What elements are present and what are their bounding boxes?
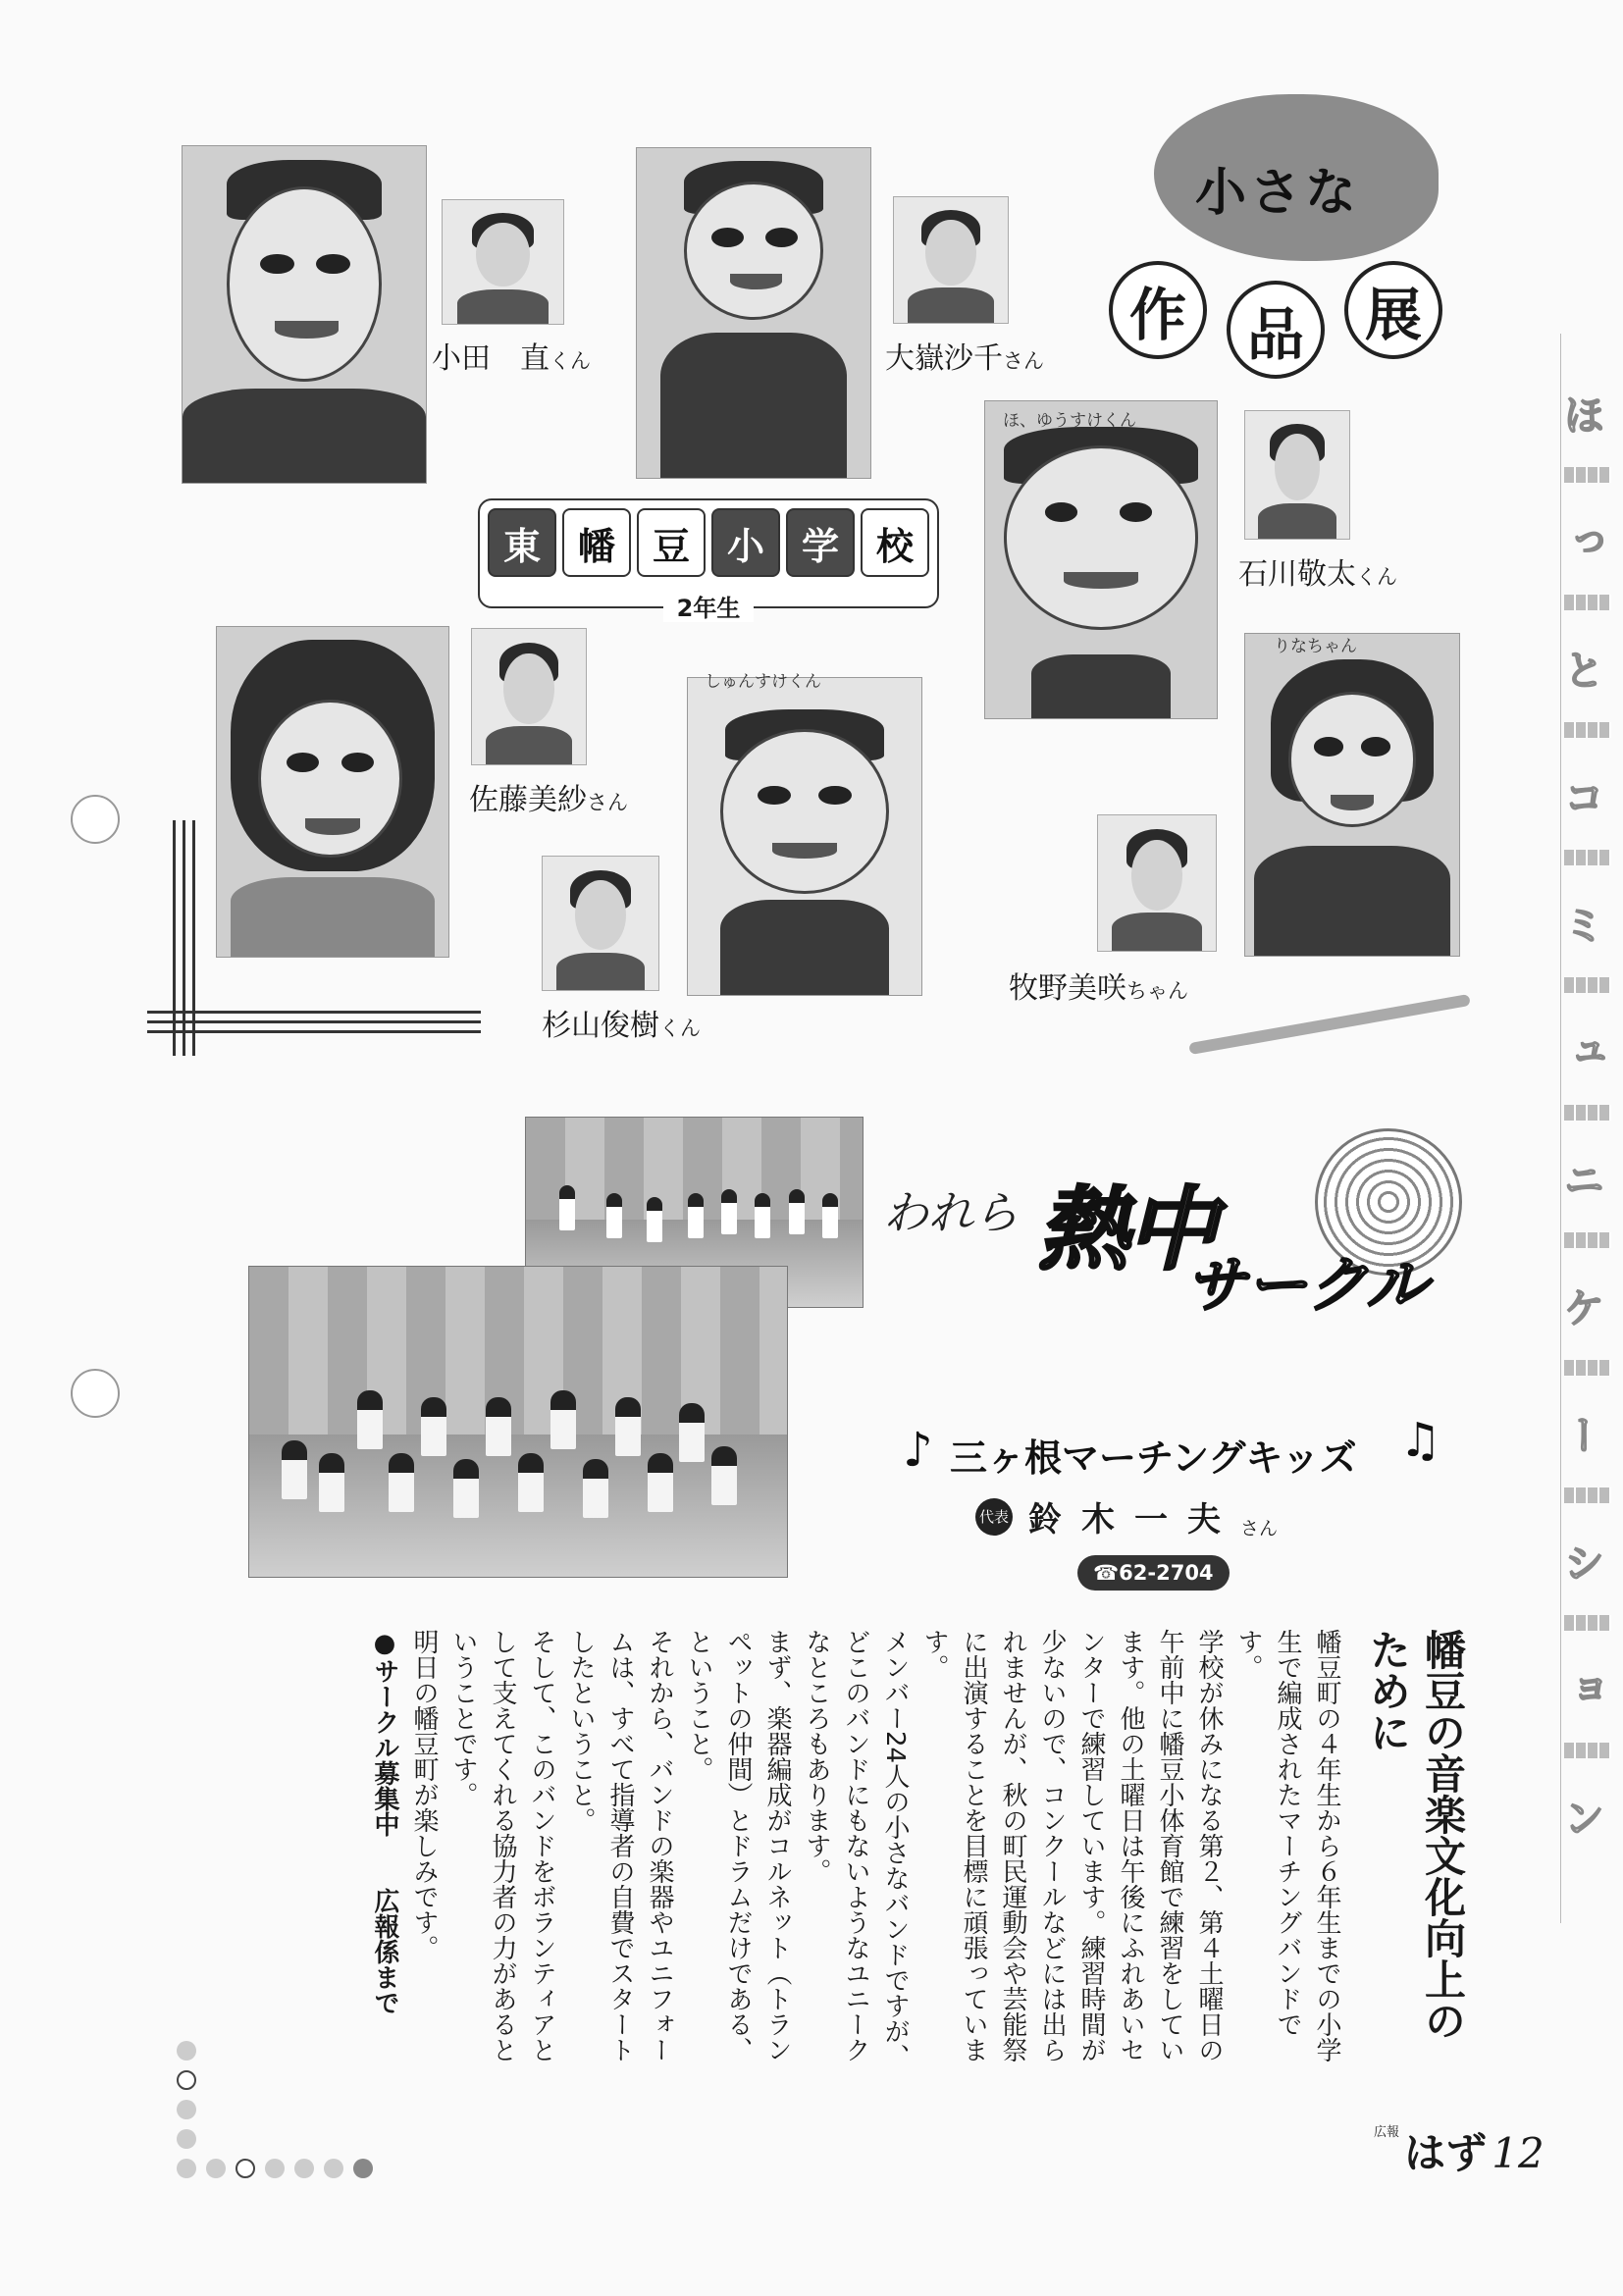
article-paragraph: まず、楽器編成がコルネット（トランペットの仲間）とドラムだけである、ということ。 bbox=[684, 1629, 792, 2062]
article-paragraph: そして、このバンドをボランティアとして支えてくれる協力者の力があるということです。 bbox=[448, 1629, 556, 2062]
student-name-makino bbox=[1009, 964, 1188, 1007]
photo-sugiyama bbox=[542, 856, 659, 991]
side-title-char: ミ bbox=[1557, 904, 1606, 945]
side-title-char: っ bbox=[1557, 521, 1606, 562]
honorific: さん bbox=[1003, 349, 1044, 373]
article-paragraph: 明日の幡豆町が楽しみです。 bbox=[409, 1629, 439, 1960]
paintbrush-icon bbox=[1188, 994, 1471, 1055]
exhibit-title-char: 展 bbox=[1344, 261, 1442, 359]
honorific: ちゃん bbox=[1126, 979, 1188, 1003]
school-name-char: 幡 bbox=[562, 508, 631, 577]
school-name-char: 豆 bbox=[637, 508, 706, 577]
drawing-ishikawa bbox=[984, 400, 1218, 719]
drawing-otake bbox=[636, 147, 871, 479]
footer-title: はず bbox=[1404, 2129, 1488, 2177]
circle-section-heading bbox=[883, 1119, 1511, 1334]
rep-name: 鈴木一夫 bbox=[1028, 1500, 1240, 1539]
article-paragraph: それから、バンドの楽器やユニフォームは、すべて指導者の自費でスタートしたということ。 bbox=[566, 1629, 674, 2062]
page-number: 12 bbox=[1492, 2129, 1544, 2177]
student-name: 牧野美咲 bbox=[1009, 971, 1126, 1006]
footer-koho: 広報 bbox=[1374, 2125, 1400, 2140]
exhibit-title-char: 品 bbox=[1227, 281, 1325, 379]
page-footer bbox=[1374, 2121, 1544, 2180]
student-name-sato bbox=[469, 775, 628, 818]
drawing-caption-makino: りなちゃん bbox=[1274, 637, 1357, 656]
drawing-makino bbox=[1244, 633, 1460, 957]
school-name-char: 学 bbox=[786, 508, 855, 577]
article-paragraph: メンバー24人の小さなバンドですが、どこのバンドにもないようなユニークなところもあります。 bbox=[802, 1629, 910, 2070]
school-grade: 2年生 bbox=[663, 595, 755, 622]
photo-otake bbox=[893, 196, 1009, 324]
student-name-oda bbox=[432, 334, 591, 377]
side-title-char: ン bbox=[1557, 1797, 1606, 1838]
photo-oda bbox=[442, 199, 564, 325]
honorific: さん bbox=[587, 791, 628, 814]
side-title-char: ニ bbox=[1557, 1159, 1606, 1200]
student-name: 石川敬太 bbox=[1238, 557, 1356, 592]
side-title-char: コ bbox=[1557, 776, 1606, 817]
side-title-char: シ bbox=[1557, 1541, 1606, 1583]
student-name: 大嶽沙千 bbox=[885, 341, 1003, 376]
exhibit-title-logo bbox=[1109, 94, 1482, 408]
student-name: 佐藤美紗 bbox=[469, 783, 587, 817]
decor-horizontal-line bbox=[147, 1011, 481, 1014]
side-title-char: ョ bbox=[1557, 1669, 1606, 1710]
school-name-char: 東 bbox=[488, 508, 556, 577]
drawing-caption-ishikawa: ほ、ゆうすけくん bbox=[1003, 411, 1136, 431]
school-name-char: 校 bbox=[861, 508, 929, 577]
drawing-oda bbox=[182, 145, 427, 484]
drawing-sugiyama bbox=[687, 677, 922, 996]
side-title-char: ュ bbox=[1557, 1031, 1606, 1072]
student-name-ishikawa bbox=[1238, 549, 1397, 593]
rep-honorific: さん bbox=[1240, 1518, 1279, 1539]
drawing-caption-sugiyama: しゅんすけくん bbox=[705, 672, 821, 692]
student-name: 杉山俊樹 bbox=[542, 1009, 659, 1043]
drawing-sato bbox=[216, 626, 449, 958]
honorific: くん bbox=[550, 349, 591, 373]
honorific: くん bbox=[659, 1017, 701, 1040]
side-title-char: ー bbox=[1557, 1414, 1606, 1455]
student-name-sugiyama bbox=[542, 1001, 701, 1044]
student-name-otake bbox=[885, 334, 1044, 377]
photo-band-group bbox=[248, 1266, 788, 1578]
honorific: くん bbox=[1356, 565, 1397, 589]
side-title-vertical bbox=[1557, 334, 1613, 1923]
binder-hole-upper bbox=[71, 795, 120, 844]
decor-horizontal-line bbox=[147, 1020, 481, 1023]
article-headline: 幡豆の音楽文化向上のために bbox=[1364, 1629, 1467, 2041]
article-body bbox=[214, 1629, 1470, 2080]
side-title-char: ほ bbox=[1557, 393, 1606, 435]
heading-prefix: われら bbox=[883, 1186, 1019, 1239]
music-note-icon: ♫ bbox=[1399, 1413, 1442, 1468]
music-note-icon: ♪ bbox=[903, 1423, 933, 1478]
heading-suffix: サークル bbox=[1185, 1249, 1428, 1321]
band-name: 三ヶ根マーチングキッズ bbox=[950, 1436, 1357, 1480]
exhibit-title-small: 小さな bbox=[1195, 164, 1361, 223]
article-paragraph: 幡豆町の４年生から６年生までの小学生で編成されたマーチングバンドです。 bbox=[1233, 1629, 1341, 2062]
school-label bbox=[478, 498, 939, 626]
photo-makino bbox=[1097, 814, 1217, 952]
photo-ishikawa bbox=[1244, 410, 1350, 540]
school-name-char: 小 bbox=[711, 508, 780, 577]
student-name: 小田 直 bbox=[432, 341, 550, 376]
phone-number: ☎62-2704 bbox=[1077, 1555, 1230, 1591]
rep-badge: 代表 bbox=[975, 1498, 1013, 1536]
decor-horizontal-line bbox=[147, 1030, 481, 1033]
photo-sato bbox=[471, 628, 587, 765]
side-title-char: と bbox=[1557, 649, 1606, 690]
heading-main: 熱中 bbox=[1038, 1177, 1216, 1282]
representative bbox=[975, 1492, 1278, 1540]
exhibit-title-char: 作 bbox=[1109, 261, 1207, 359]
binder-hole-lower bbox=[71, 1369, 120, 1418]
recruitment-notice: ●サークル募集中 広報係まで bbox=[370, 1629, 399, 2015]
article-paragraph: 学校が休みになる第２、第４土曜日の午前中に幡豆小体育館で練習をしています。他の土曜日は午後にふれあいセンターで練習しています。練習時間が少ないので、コンクールなどには出られませんが、秋の町民運動会や芸能祭に出演することを目標に頑張っています。 bbox=[919, 1629, 1224, 2062]
side-title-char: ケ bbox=[1557, 1286, 1606, 1328]
